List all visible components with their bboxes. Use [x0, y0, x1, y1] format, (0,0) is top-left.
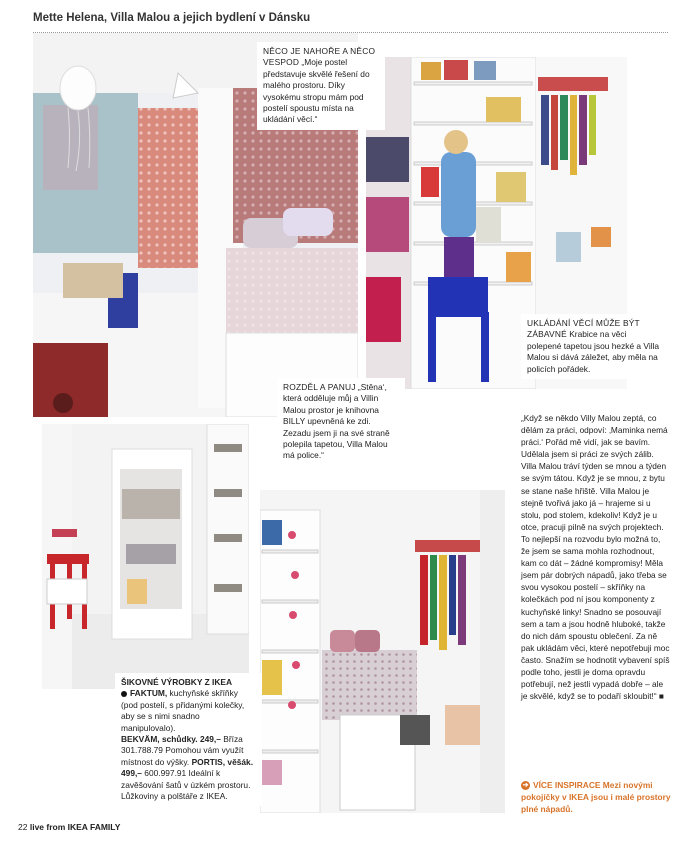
inspire-text: Mezi novými pokojíčky v IKEA jsou i malé prostory plné nápadů.: [521, 780, 671, 814]
caption-storage-lead: UKLÁDÁNÍ VĚCÍ MŮŽE BÝT ZÁBAVNÉ: [527, 318, 640, 340]
photo-loft-bed: [260, 490, 505, 813]
caption-bed: [257, 42, 385, 130]
product-portis-name: PORTIS, věšák. 499,–: [121, 756, 254, 779]
caption-bed-text: „Moje postel představuje skvělé řešení do malého prostoru. Díky vysokému stropu mám pod postelí spoustu místa na ukládání věcí.“: [263, 57, 370, 125]
arrow-right-icon: ➔: [522, 782, 529, 790]
page-footer: [18, 822, 120, 832]
product-bekvam-name: BEKVÄM, schůdky. 249,–: [121, 734, 221, 745]
page-number: 22: [18, 822, 28, 832]
caption-storage-text: Krabice na věci polepené tapetou jsou hezké a Villa Malou si dává záležet, aby měla na policích pořádek.: [527, 329, 660, 374]
products-title: ŠIKOVNÉ VÝROBKY Z IKEA: [121, 677, 233, 687]
product-faktum-text: kuchyňské skříňky (pod postelí, s přidanými kolečky, aby se s nimi snadno manipulovalo).: [121, 688, 245, 733]
product-faktum-name: FAKTUM,: [130, 688, 168, 699]
publication-name: live from IKEA FAMILY: [29, 822, 121, 832]
more-inspiration: [521, 779, 671, 815]
article-title: Mette Helena, Villa Malou a jejich bydlení v Dánsku: [33, 12, 311, 24]
article-body: [521, 412, 671, 702]
product-portis-text: 600.997.91 Ideální k zavěšování šatů v úzkém prostoru. Lůžkoviny a polštáře z IKEA.: [121, 768, 251, 802]
caption-bed-lead: NĚCO JE NAHOŘE A NĚCO VESPOD: [263, 46, 376, 68]
caption-divide: [277, 378, 405, 466]
photo-red-chair: [42, 424, 249, 689]
caption-divide-lead: ROZDĚL A PANUJ: [283, 382, 356, 392]
caption-divide-text: „Stěna‘, která odděluje můj a Villin Malou prostor je knihovna BILLY upevněná ke zdi. Zezadu jsem ji na své straně polepila tapetou, Villa Malou má police.“: [283, 382, 390, 461]
inspire-label: VÍCE INSPIRACE: [533, 780, 601, 790]
caption-storage: [521, 314, 667, 379]
caption-products: [115, 673, 262, 806]
product-bekvam-text: Bříza 301.788.79 Pomohou vám využít místnost do výšky.: [121, 734, 244, 767]
article-paragraph: „Když se někdo Villy Malou zeptá, co dělám za práci, odpoví: ‚Maminka nemá práci.‘ Pořád mě vidí, jak se bavím. Udělala jsem si práci ze svých zálib. Villa Malou tráví týden se mnou a týden se svým tátou. Když je se mnou, z bytu se stane naše hřiště. Villa Malou je stejně tvořivá jako já – hrajeme si u stolu, pod stolem, kdekoliv! Když je u otce, pracuji pilně na svých projektech. To nejlepší na rozvodu bylo možná to, že jsem se sama mohla rozhodnout, kam co dát – žádné kompromisy! Měla jsem pár dobrých nápadů, jako třeba se svou vysokou postelí – skříňky na kolečkách pod ní jsou komponenty z kuchyňské linky! Snadno se posouvají sem a tam a jsou hodně hluboké, takže do nich dám spoustu oblečení. Za ně pak ukládám věci, které nepotřebuji moc často. Snažím se hodnotit vybavení spíš podle toho, jestli je doma opravdu potřebují, než jestli vypadá dobře – ale je skvělé, když se to podaří skloubit!“ ■: [521, 413, 670, 702]
bullet-icon: [121, 691, 127, 697]
